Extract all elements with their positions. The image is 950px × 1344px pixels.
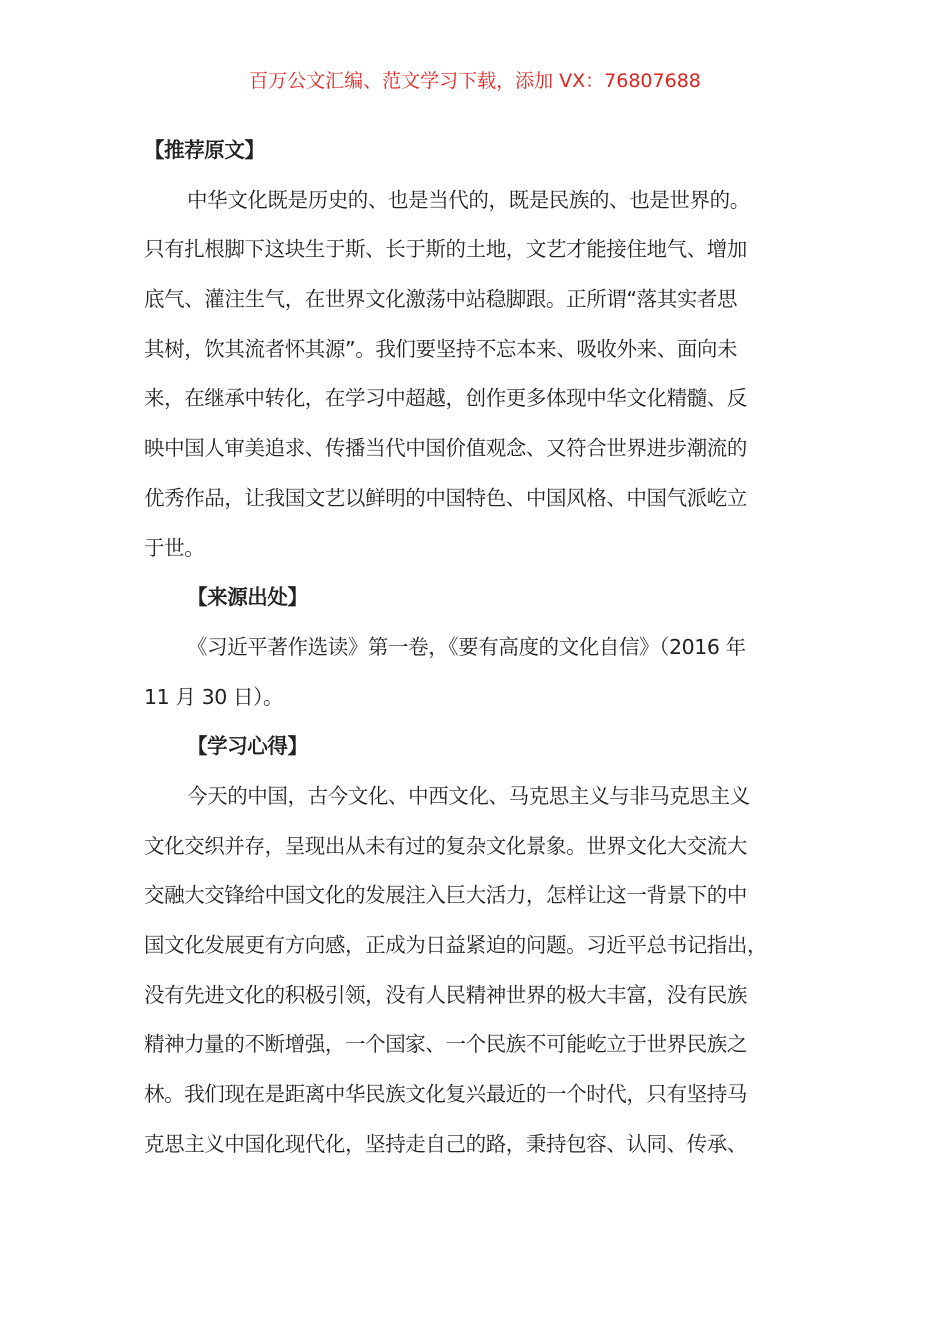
paragraph-line: 底气、灌注生气，在世界文化激荡中站稳脚跟。正所谓“落其实者思: [144, 287, 738, 312]
paragraph-line: 优秀作品，让我国文艺以鲜明的中国特色、中国风格、中国气派屹立: [144, 485, 747, 510]
paragraph-line: 林。我们现在是距离中华民族文化复兴最近的一个时代，只有坚持马: [144, 1082, 747, 1107]
paragraph-line: 其树，饮其流者怀其源”。我们要坚持不忘本来、吸收外来、面向未: [144, 336, 738, 361]
paragraph-line: 《习近平著作选读》第一卷，《要有高度的文化自信》（2016 年: [187, 634, 746, 659]
paragraph-line: 没有先进文化的积极引领，没有人民精神世界的极大丰富，没有民族: [144, 982, 747, 1007]
section-heading-recommend: 【推荐原文】: [144, 138, 265, 162]
paragraph-line: 今天的中国，古今文化、中西文化、马克思主义与非马克思主义: [187, 783, 750, 808]
paragraph-line: 只有扎根脚下这块生于斯、长于斯的土地，文艺才能接住地气、增加: [144, 237, 747, 262]
section-heading-study: 【学习心得】: [187, 734, 308, 759]
paragraph-line: 精神力量的不断增强，一个国家、一个民族不可能屹立于世界民族之: [144, 1032, 747, 1057]
header-banner: 百万公文汇编、范文学习下载，添加 VX：76807688: [249, 70, 701, 92]
paragraph-line: 来，在继承中转化，在学习中超越，创作更多体现中华文化精髓、反: [144, 386, 747, 411]
paragraph-line: 11 月 30 日）。: [144, 684, 284, 709]
paragraph-line: 国文化发展更有方向感，正成为日益紧迫的问题。习近平总书记指出，: [144, 933, 768, 957]
document-body: [144, 126, 824, 1169]
paragraph-line: 映中国人审美追求、传播当代中国价值观念、又符合世界进步潮流的: [144, 436, 747, 461]
paragraph-line: 文化交织并存，呈现出从未有过的复杂文化景象。世界文化大交流大: [144, 833, 747, 858]
paragraph-line: 交融大交锋给中国文化的发展注入巨大活力，怎样让这一背景下的中: [144, 883, 747, 908]
section-heading-source: 【来源出处】: [187, 585, 308, 610]
paragraph-line: 中华文化既是历史的、也是当代的，既是民族的、也是世界的。: [187, 187, 750, 212]
paragraph-line: 克思主义中国化现代化，坚持走自己的路，秉持包容、认同、传承、: [144, 1131, 747, 1156]
paragraph-line: 于世。: [144, 535, 205, 560]
